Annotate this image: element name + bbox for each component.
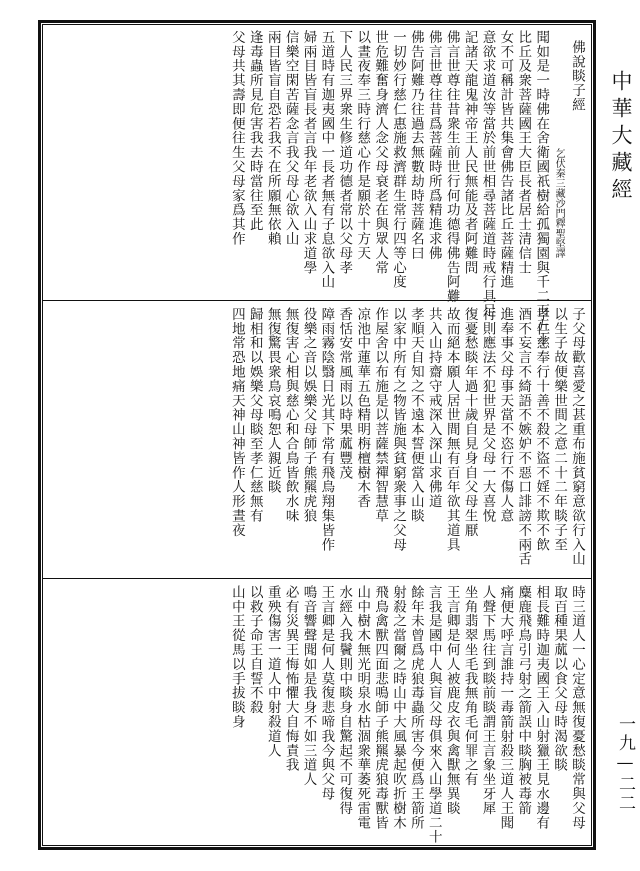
translator-line: 乞伏秦三藏沙門釋聖堅譯 [553, 148, 565, 258]
text-column: 父母共其壽即便往生父母家爲其作 [228, 30, 245, 246]
text-column: 女不可稱計皆共集會佛告諸比丘菩薩精進 [497, 30, 514, 290]
page-number: 一九—二二 [615, 715, 635, 813]
text-column: 山中王從馬以手拔睒身 [228, 585, 245, 729]
text-column: 無復驚畏衆鳥哀鳴恕人親近睒 [264, 307, 281, 495]
text-column: 重殃傷害一道人中射殺道人 [264, 585, 281, 758]
text-column: 世危難奮身濟人念父母衰老在與眾人常 [372, 30, 389, 275]
collection-title: 中華大藏經 [609, 70, 633, 205]
register-divider-bottom [42, 578, 592, 579]
text-column: 餘年未曾爲虎狼毒蟲所害今便爲王箭所 [407, 585, 424, 830]
text-column: 婦兩目皆盲長者言我年老欲入山求道學 [300, 30, 317, 275]
text-column: 坐角翡翠坐毛我無角毛何罪之有 [461, 585, 478, 787]
text-column: 以晝夜奉三時行慈心作是願於十方天 [354, 30, 371, 261]
text-column: 子父母歡喜愛之甚重布施貧窮意欲行入山 [569, 307, 585, 567]
text-column: 故而絕本願人居世間無有百年欲其道具 [443, 307, 460, 552]
text-column: 射殺之當爾之時山中大風暴起吹折樹木 [390, 585, 406, 830]
text-column: 佛言世尊往昔衆生前世行何功德得佛告阿難 [443, 30, 460, 304]
text-column: 取百種果蓏以食父母時渴欲睒 [551, 585, 568, 773]
sutra-title: 佛說睒子經 [569, 40, 585, 112]
text-column: 障雨霧陰翳日光其下常有飛鳥翔集皆作 [318, 307, 335, 552]
text-column: 信樂空閑苦薩念言我父母心欲入山 [282, 30, 299, 246]
text-column: 復憂愁睒年過十歲自見身自父母生厭 [461, 307, 478, 538]
text-column: 無復害心相與慈心和合鳥皆飲水味 [282, 307, 299, 523]
text-column: 孝仁慈奉行十善不殺不盜不婬不欺不飲 [533, 307, 550, 552]
text-column: 王言卿是何人被鹿皮衣與禽獸無異睒 [443, 585, 460, 816]
text-column: 孝順天自知之不遠本誓便當入山睒 [407, 307, 424, 523]
text-column: 時三道人一心定意無復憂愁睒常與父母 [569, 585, 585, 830]
text-column: 王言卿是何人莫復悲啼我今與父母 [318, 585, 335, 801]
text-column: 水經入我鬢則中睒身自驚起不可復得 [336, 585, 353, 816]
text-column: 比丘及衆菩薩國王大臣長者居士清信士 [515, 30, 532, 275]
text-column: 麋鹿飛鳥引弓射之箭誤中睒胸被毒箭 [515, 585, 532, 816]
text-column: 下人民三界衆生修道功德者常以父母孝 [336, 30, 353, 275]
text-column: 佛言世尊往昔爲菩薩時所爲精進求佛 [425, 30, 442, 261]
text-column: 一切妙行慈仁惠施救濟群生常行四等心度 [390, 30, 406, 290]
text-column: 以救子命王自誓不殺 [246, 585, 263, 715]
text-column: 進奉事父母事天當不恣行不傷人意 [497, 307, 514, 523]
text-column: 意欲求道汝等當於前世相尋菩薩道時戒行具足 [479, 30, 496, 318]
text-column: 相長難時迦夷國王入山射獵王見水邊有 [533, 585, 550, 830]
text-column: 兩目皆盲自恐若我不在所願無依賴 [264, 30, 281, 246]
text-column: 凉池中蓮華五色精明栴檀樹木香 [354, 307, 371, 509]
text-column: 飛鳥禽獸四面悲鳴師子熊羆虎狼毒獸皆 [372, 585, 389, 830]
text-column: 山中樹木無光明泉水枯涸衆華萎死雷電 [354, 585, 371, 830]
text-column: 共入山持齋守戒深入深山求佛道 [425, 307, 442, 509]
text-column: 行則應法不犯世界是父母一大喜悅 [479, 307, 496, 523]
text-column: 記諸天龍鬼神帝王人民無能及者阿難問 [461, 30, 478, 275]
text-column: 以生子故便樂世間之意二十二年睒子至 [551, 307, 568, 552]
text-column: 言我是國中人與盲父母俱來入山學道二十 [425, 585, 442, 845]
text-column: 逢毒蟲所見危害我去時當往至此 [246, 30, 263, 232]
text-column: 四地常恐地痛天神山神皆作人形晝夜 [228, 307, 245, 538]
text-column: 聞如是一時佛在舍衛國祇樹給孤獨園與千二百五十 [533, 30, 550, 347]
text-column: 佛告阿難乃往過去無數劫時菩薩名曰 [407, 30, 424, 261]
text-column: 作屋舍以布施是以菩薩禁禪智慧草 [372, 307, 389, 523]
text-column: 香恬安常風雨以時果蓏豐茂 [336, 307, 353, 480]
text-column: 役樂之音以娛樂父母師子熊羆虎狼 [300, 307, 317, 523]
text-column: 鳴音響聲聞如是我身不如三道人 [300, 585, 317, 787]
text-column: 五道時有迦夷國中一長者無有子息欲入山 [318, 30, 335, 290]
text-column: 歸相和以娛樂父母睒至孝仁慈無有 [246, 307, 263, 523]
text-column: 酒不妄言不綺語不嫉妒不惡口誹謗不兩舌 [515, 307, 532, 567]
text-column: 痛便大呼言誰持一毒箭射殺三道人王聞 [497, 585, 514, 830]
register-divider-top [42, 300, 592, 301]
text-column: 以家中所有之物皆施與貧窮衆事之父母 [390, 307, 406, 552]
text-column: 人聲下馬往到睒前睒謂王言象坐牙犀 [479, 585, 496, 816]
text-column: 必有災異王悔怖懼大自悔責我 [282, 585, 299, 773]
